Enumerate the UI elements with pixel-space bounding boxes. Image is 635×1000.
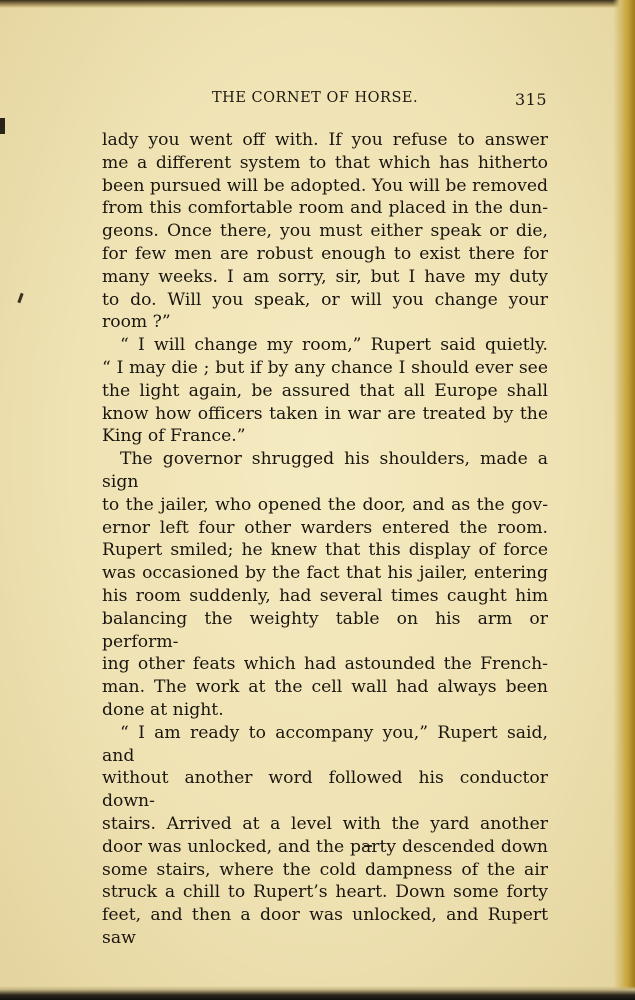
- text-line: “ I will change my room,” Rupert said quietly.: [120, 335, 548, 356]
- text-line: balancing the weighty table on his arm or perform-: [102, 608, 548, 652]
- text-line: some stairs, where the cold dampness of the air: [102, 859, 548, 880]
- text-line: was occasioned by the fact that his jailer, entering: [102, 563, 548, 584]
- text-line: ernor left four other warders entered the room.: [102, 517, 548, 538]
- page-number: 315: [514, 90, 547, 109]
- page-right-edge: [613, 0, 635, 1000]
- page-bottom-edge: [0, 986, 635, 1000]
- text-line: struck a chill to Rupert’s heart. Down some forty: [102, 882, 548, 903]
- stray-ink-mark: [17, 293, 23, 303]
- text-line: door was unlocked, and the party descended down: [102, 836, 548, 857]
- text-line: Rupert smiled; he knew that this display of force: [102, 540, 548, 561]
- page-top-edge: [0, 0, 635, 8]
- text-line: room ?”: [102, 312, 171, 333]
- text-line: ing other feats which had astounded the French-: [102, 654, 548, 675]
- text-line: The governor shrugged his shoulders, made a sign: [102, 449, 548, 492]
- text-line: “ I may die ; but if by any chance I should ever see: [102, 357, 548, 378]
- left-margin-mark: [0, 118, 5, 134]
- body-text: [102, 129, 548, 950]
- running-title: THE CORNET OF HORSE.: [212, 90, 419, 106]
- text-line: the light again, be assured that all Europe shall: [102, 380, 548, 401]
- text-line: his room suddenly, had several times caught him: [102, 585, 548, 606]
- text-line: lady you went off with. If you refuse to answer: [102, 130, 548, 150]
- text-line: to the jailer, who opened the door, and as the gov-: [102, 494, 548, 515]
- text-line: know how officers taken in war are treated by the: [102, 403, 548, 424]
- text-line: stairs. Arrived at a level with the yard another: [102, 813, 548, 834]
- text-line: done at night.: [102, 699, 224, 720]
- text-line: many weeks. I am sorry, sir, but I have my duty: [102, 266, 548, 287]
- page-header: [102, 90, 547, 112]
- text-line: feet, and then a door was unlocked, and Rupert saw: [102, 905, 548, 948]
- text-line: King of France.”: [102, 426, 246, 447]
- text-line: “ I am ready to accompany you,” Rupert said, and: [102, 722, 548, 766]
- text-line: geons. Once there, you must either speak or die,: [102, 221, 548, 242]
- text-line: for few men are robust enough to exist there for: [102, 243, 548, 264]
- text-line: me a different system to that which has hitherto: [102, 152, 548, 173]
- text-line: been pursued will be adopted. You will be removed: [102, 175, 548, 196]
- text-line: from this comfortable room and placed in the dun-: [102, 198, 548, 219]
- text-line: man. The work at the cell wall had always been: [102, 677, 548, 698]
- text-line: to do. Will you speak, or will you change your: [102, 289, 548, 310]
- text-line: without another word followed his conductor down-: [102, 768, 548, 812]
